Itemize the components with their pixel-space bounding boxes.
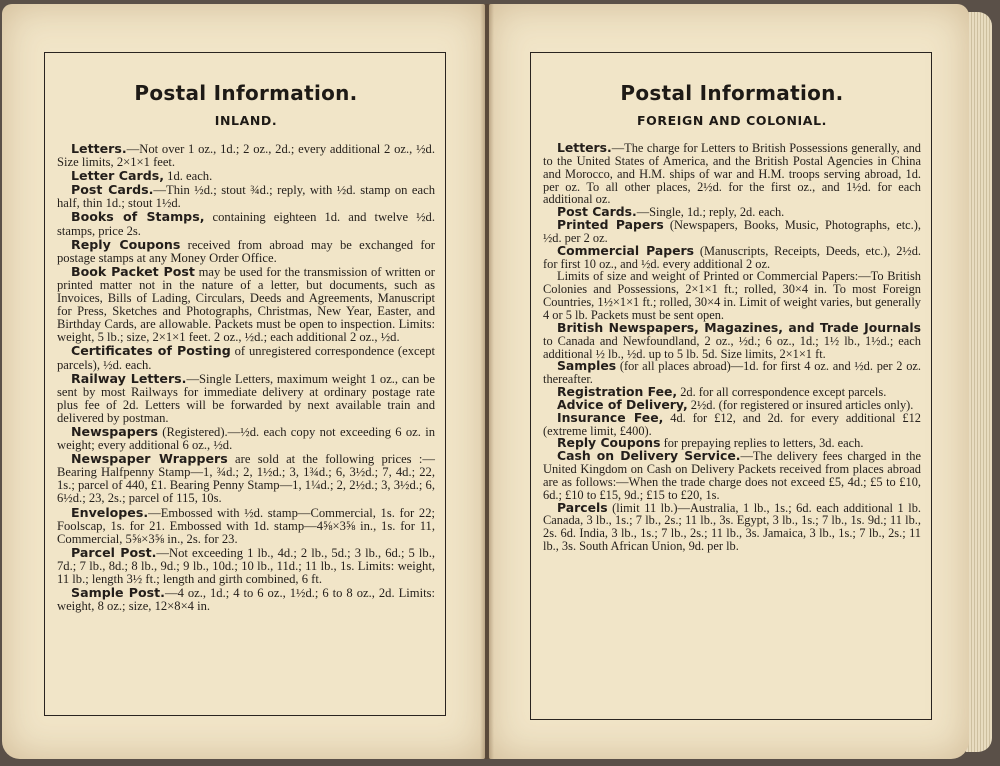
paragraph [543, 319, 921, 361]
paragraph-heading: Commercial Papers [557, 242, 695, 258]
paragraph-text: —Embossed with ½d. stamp—Commercial, 1s. for 22; Foolscap, 1s. for 21. Embossed with 1d. stamp—4⅝×3⅝ in., 1s. for 11, Commercial, 5⅝×3⅝ in., 2s. for 23. [57, 505, 435, 546]
paragraph [57, 546, 435, 586]
paragraph-text: —The charge for Letters to British Possessions generally, and to the United States of America, and the British Postal Agencies in China and Morocco, and H.M. ships of war and H.M. troops serving abroad, 1d. per oz. To all other places, 2½d. for the first oz., and 1½d. for each additional oz. [543, 141, 921, 207]
paragraph-heading: Newspapers [71, 423, 158, 439]
paragraph-heading: Envelopes. [71, 504, 149, 520]
paragraph-text: —Not exceeding 1 lb., 4d.; 2 lb., 5d.; 3 lb., 6d.; 5 lb., 7d.; 7 lb., 8d.; 8 lb., 9d.; 9 lb., 10d.; 10 lb., 11d.; 11 lb., 1s. Limits: weight, 11 lb.; length 3½ ft.; length and girth combined, 6 ft. [57, 545, 436, 586]
page-title: Postal Information. [134, 81, 358, 105]
paragraph-heading: Book Packet Post [71, 263, 195, 279]
paragraph [543, 242, 921, 271]
paragraph-text: 1d. each. [164, 169, 213, 184]
paragraph-text: are sold at the following prices :—Bearing Halfpenny Stamp—1, ¾d.; 2, 1½d.; 3, 1¾d.; 6, 3½d.; 7, 4d.; 22, 1s.; parcel of 440, £1. Bearing Penny Stamp—1, 1¼d.; 2, 2½d.; 3, 3½d.; 6, 6½d.; 23, 2s.; parcel of 115, 10s. [57, 452, 435, 506]
paragraph [57, 452, 435, 505]
paragraph [57, 586, 435, 613]
paragraph [543, 142, 921, 206]
paragraph [57, 372, 435, 425]
paragraph [57, 183, 435, 210]
paragraph-text: containing eighteen 1d. and twelve ½d. stamps, price 2s. [57, 210, 435, 238]
paragraph-list [57, 142, 435, 613]
page-edges [966, 12, 992, 752]
paragraph [543, 409, 921, 438]
paragraph [57, 425, 435, 452]
paragraph [57, 169, 435, 183]
paragraph-heading: Post Cards. [557, 204, 637, 220]
left-text-frame [44, 52, 446, 716]
paragraph [543, 360, 921, 386]
paragraph-heading: Samples [557, 358, 617, 374]
paragraph [57, 265, 435, 345]
paragraph-heading: British Newspapers, Magazines, and Trade Journals [557, 319, 921, 335]
paragraph-heading: Reply Coupons [557, 435, 661, 451]
paragraph-text: (Registered).—½d. each copy not exceeding 6 oz. in weight; every additional 6 oz., ½d. [57, 424, 435, 453]
paragraph-heading: Cash on Delivery Service. [557, 448, 741, 464]
paragraph-heading: Reply Coupons [71, 236, 181, 252]
paragraph-text: —Single, 1d.; reply, 2d. each. [636, 205, 785, 220]
paragraph-text: for prepaying replies to letters, 3d. each. [660, 436, 864, 451]
paragraph-text: —Not over 1 oz., 1d.; 2 oz., 2d.; every additional 2 oz., ½d. Size limits, 2×1×1 feet. [57, 142, 435, 170]
paragraph-text: (Newspapers, Books, Music, Photographs, etc.), ½d. per 2 oz. [543, 218, 921, 245]
paragraph-text: —The delivery fees charged in the United Kingdom on Cash on Delivery Packets received from places abroad are as follows:—When the trade charge does not exceed £5, 4d.; £5 to £10, 6d.; £10 to £15, 9d.; £15 to £20, 1s. [543, 449, 921, 502]
paragraph-text: 2d. for all correspondence except parcels. [677, 385, 887, 400]
paragraph-heading: Railway Letters. [71, 370, 187, 386]
paragraph-text: may be used for the transmission of written or printed matter not in the nature of a letter, but documents, such as Invoices, Bills of Lading, Circulars, Deeds and Agreements, Manuscript for Press, Sketches and Photographs, Christmas, New Year, Easter, and Birthday Cards, are allowable. Packets must be open to inspection. Limits: weight, 5 lb.; size, 2×1×1 feet. 2 oz., ½d.; each additional 2 oz., ½d. [57, 264, 435, 345]
paragraph-text: of unregistered correspondence (except parcels), ½d. each. [57, 344, 435, 372]
paragraph-heading: Parcel Post. [71, 544, 157, 560]
paragraph-heading: Books of Stamps, [71, 209, 205, 225]
book-gutter [480, 4, 494, 759]
paragraph-text: (limit 11 lb.)—Australia, 1 lb., 1s.; 6d. each additional 1 lb. Canada, 3 lb., 1s.; 7 lb., 2s.; 11 lb., 3s. Egypt, 3 lb., 1s.; 7 lb., 1s. 9d.; 11 lb., 2s. 6d. India, 3 lb., 1s.; 7 lb., 2s.; 11 lb., 3s. Jamaica, 3 lb., 1s.; 7 lb., 2s.; 11 lb., 3s. South African Union, 9d. per lb. [543, 500, 921, 554]
paragraph-text: —Thin ½d.; stout ¾d.; reply, with ½d. stamp on each half, thin 1d.; stout 1½d. [57, 183, 435, 211]
paragraph-text: received from abroad may be exchanged for postage stamps at any Money Order Office. [57, 237, 436, 265]
paragraph-heading: Post Cards. [71, 182, 154, 198]
paragraph [543, 499, 921, 554]
paragraph-heading: Certificates of Posting [71, 343, 231, 359]
paragraph-text: (for all places abroad)—1d. for first 4 oz. and ½d. per 2 oz. thereafter. [543, 359, 921, 387]
paragraph-heading: Advice of Delivery, [557, 396, 688, 412]
paragraph-heading: Sample Post. [71, 585, 165, 601]
paragraph [57, 344, 435, 371]
paragraph-text: Limits of size and weight of Printed or Commercial Papers:—To British Colonies and Possessions, 2×1×1 ft.; rolled, 30×4 in. To most Foreign Countries, 1½×1×1 ft.; rolled, 30×4 in. Limit of weight varies, but generally 4 or 5 lb. Packets must be sent open. [543, 269, 921, 322]
paragraph-heading: Letters. [557, 140, 612, 155]
paragraph-text: (Manuscripts, Receipts, Deeds, etc.), 2½d. for first 10 oz., and ½d. every additional 2 oz. [543, 243, 921, 271]
paragraph-heading: Printed Papers [557, 217, 664, 233]
paragraph-heading: Parcels [557, 499, 608, 515]
paragraph [543, 450, 921, 501]
paragraph-heading: Letters. [71, 141, 127, 156]
paragraph-heading: Registration Fee, [557, 384, 678, 400]
section-heading: INLAND. [214, 113, 278, 128]
section-heading: FOREIGN AND COLONIAL. [637, 113, 827, 128]
paragraph [543, 219, 921, 245]
paragraph-list [543, 142, 921, 553]
paragraph [57, 210, 435, 237]
paragraph-text: 2½d. (for registered or insured articles only). [687, 397, 914, 412]
paragraph-text: —4 oz., 1d.; 4 to 6 oz., 1½d.; 6 to 8 oz., 2d. Limits: weight, 8 oz.; size, 12×8×4 in. [57, 586, 435, 614]
paragraph [57, 506, 435, 546]
paragraph-text: —Single Letters, maximum weight 1 oz., can be sent by most Railways for immediate delivery at ordinary postage rate plus fee of 2d. Letters will be forwarded by next available train and delivered by postman. [57, 371, 436, 425]
paragraph-heading: Newspaper Wrappers [71, 451, 228, 467]
paragraph-text: 4d. for £12, and 2d. for every additional £12 (extreme limit, £400). [543, 410, 921, 438]
paragraph-heading: Insurance Fee, [557, 409, 664, 425]
paragraph [57, 142, 435, 169]
page-title: Postal Information. [620, 81, 844, 105]
paragraph [543, 270, 921, 321]
paragraph-heading: Letter Cards, [71, 168, 164, 184]
paragraph-text: to Canada and Newfoundland, 2 oz., ½d.; 6 oz., 1d.; 1½ lb., 1½d.; each additional ½ lb., ½d. up to 5 lb. 5d. Size limits, 2×1×1 ft. [543, 333, 921, 361]
right-text-frame [530, 52, 932, 720]
paragraph [57, 238, 435, 265]
